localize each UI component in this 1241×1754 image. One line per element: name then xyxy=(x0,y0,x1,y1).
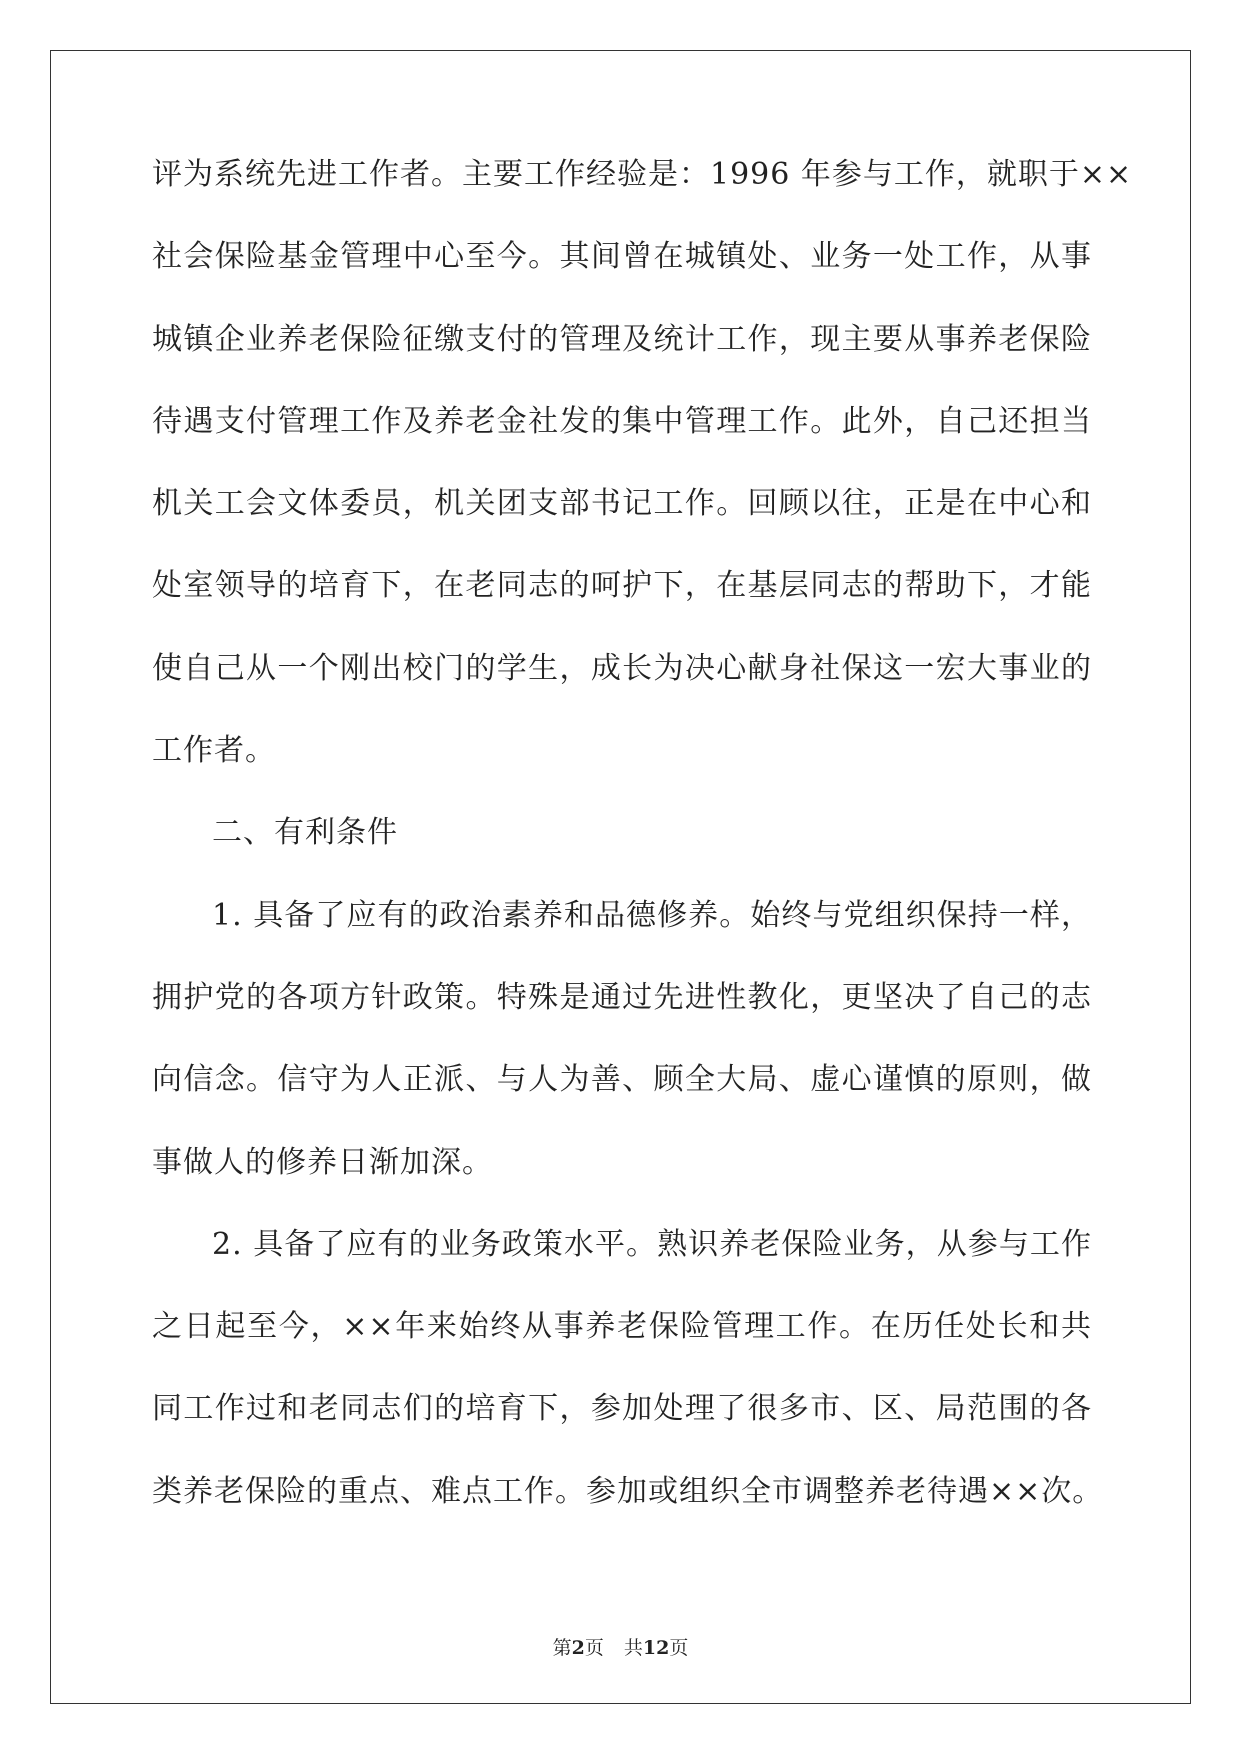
text-line: 向信念。信守为人正派、与人为善、顾全大局、虚心谨慎的原则，做 xyxy=(152,1062,1092,1098)
page-prefix: 第 xyxy=(552,1637,572,1659)
page-number: 2 xyxy=(571,1637,585,1659)
page-footer xyxy=(0,1633,1241,1660)
document-body xyxy=(152,157,1133,1559)
text-line: 2. 具备了应有的业务政策水平。熟识养老保险业务，从参与工作 xyxy=(212,1226,1092,1262)
text-line: 使自己从一个刚出校门的学生，成长为决心献身社保这一宏大事业的 xyxy=(152,650,1092,686)
text-line: 之日起至今，××年来始终从事养老保险管理工作。在历任处长和共 xyxy=(152,1309,1092,1345)
text-line: 类养老保险的重点、难点工作。参加或组织全市调整养老待遇××次。 xyxy=(152,1473,1104,1509)
text-line: 机关工会文体委员，机关团支部书记工作。回顾以往，正是在中心和 xyxy=(152,486,1092,522)
text-line: 处室领导的培育下，在老同志的呵护下，在基层同志的帮助下，才能 xyxy=(152,568,1092,604)
total-pages: 12 xyxy=(642,1637,670,1659)
page-suffix: 页 xyxy=(584,1637,604,1659)
text-line: 事做人的修养日渐加深。 xyxy=(152,1144,493,1180)
text-line: 城镇企业养老保险征缴支付的管理及统计工作，现主要从事养老保险 xyxy=(152,321,1092,357)
total-prefix: 共 xyxy=(623,1637,643,1659)
text-line: 社会保险基金管理中心至今。其间曾在城镇处、业务一处工作，从事 xyxy=(152,239,1092,275)
text-line: 1. 具备了应有的政治素养和品德修养。始终与党组织保持一样， xyxy=(212,897,1092,933)
text-line: 待遇支付管理工作及养老金社发的集中管理工作。此外，自己还担当 xyxy=(152,403,1092,439)
total-suffix: 页 xyxy=(669,1637,689,1659)
text-line: 二、有利条件 xyxy=(212,815,398,851)
text-line: 工作者。 xyxy=(152,733,276,769)
text-line: 同工作过和老同志们的培育下，参加处理了很多市、区、局范围的各 xyxy=(152,1391,1092,1427)
text-line: 拥护党的各项方针政策。特殊是通过先进性教化，更坚决了自己的志 xyxy=(152,979,1092,1015)
text-line: 评为系统先进工作者。主要工作经验是：1996 年参与工作，就职于×× xyxy=(152,157,1133,192)
